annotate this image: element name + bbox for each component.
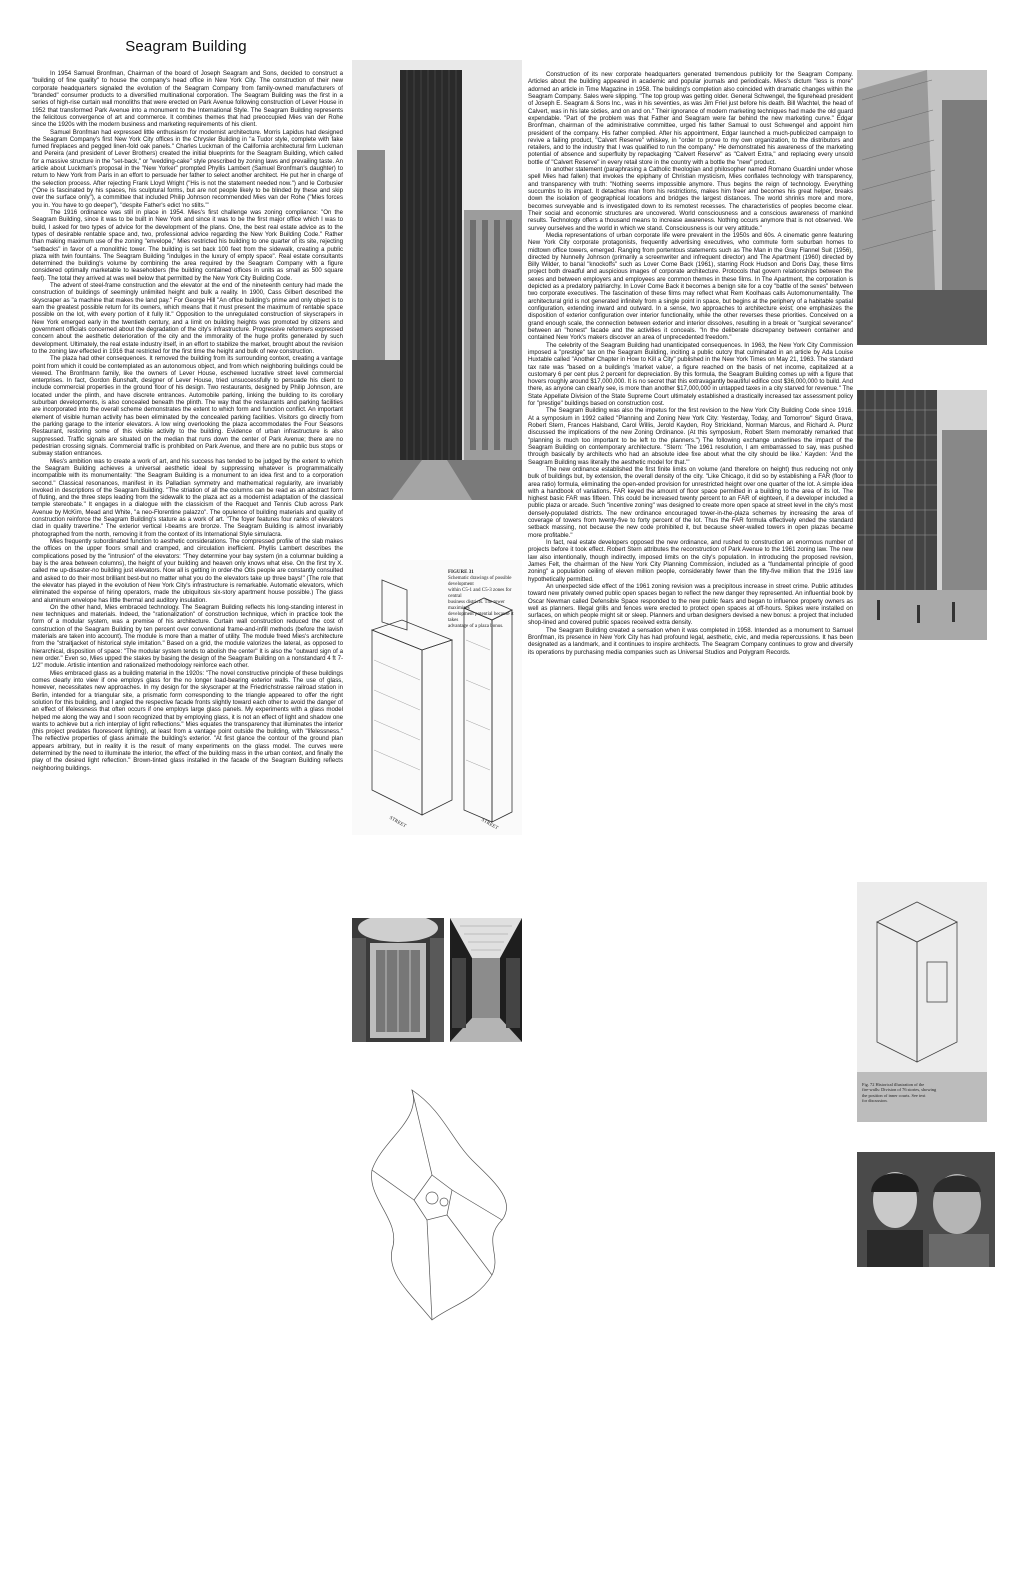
paragraph: An unexpected side effect of the 1961 zoning revision was a precipitous increase in street crime. Public attitudes toward new privately owned public open spaces began to reflect the new danger they represented. An influential book by Oscar Newman called Defensible Space responded to the new public fears and began to influence property owners as well as planners. Illegal grills and fences were erected to protect open spaces at off-hours. Spikes were installed on surfaces, on which people might sit or sleep. Planners and urban designers devised a new bonus: a project that included shop-lined and covered public spaces received extra density. — [528, 582, 853, 627]
caption-line: business districts. The tower maximizes — [448, 600, 505, 611]
sketch-caption — [862, 1082, 937, 1104]
caption-line: fire-walls: Division of 76 stories, showing — [862, 1087, 937, 1093]
caption-line: within C5-1 and C5-3 zones for central — [448, 588, 512, 599]
paragraph: The Seagram Building was also the impetus for the first revision to the New York City Building Code since 1916. At a symposium in 1992 called "Planning and Zoning New York City: Yesterday, Today, and Tomorrow" Sigurd Grava, Robert Stern, Frances Halsband, Carol Willis, Jerold Kayden, Roy Strickland, Norman Marcus, and Richard A. Plunz discussed the implications of the new Zoning Ordinance. (At this symposium, Robert Stern memorably remarked that "planning is much too important to be left to the planners.") The following exchange underlines the impact of the Seagram Building on contemporary architecture. "Stern: 'The 1961 resolution, I am embarrassed to say, was pushed through basically by architects who had an absolute idee fixe about what the city should be like.' Kayden: 'And the Seagram Building was literally the aesthetic model for that.'" — [528, 407, 853, 466]
street-label: STREET — [480, 817, 499, 832]
paragraph: Mies frequently subordinated function to aesthetic considerations. The compressed profile of the slab makes the offices on the upper floors small and cramped, and circulation inefficient. Phyllis Lambert describes the complications posed by the "intrusion" of the elevators: "They determine your bay system (in a columnar building a bay is the area between columns), the height of your building and heaven only knows what else. On the first try X. called me up-disaster-no building just elevators. Now all is getting in order-the Otis people are constantly consulted and asked to do their most brilliant best-but no matter what you do the elevators take up three bays!" (The role that the elevator has played in the evolution of New York City's infrastructure is remarkable. Automatic elevators, which eliminated the expense of hiring operators, made the ubiquitous six-story apartment house possible.) The glass and aluminum envelope has little thermal and auditory insulation. — [32, 538, 343, 604]
paragraph: Media representations of urban corporate life were prevalent in the 1950s and 60s. A cinematic genre featuring New York City corporate protagonists, frequently advertising executives, who commute form suburban homes to midtown office towers, emerged. Ranging from portentous statements such as The Man in the Gray Flannel Suit (1956), directed by Nunnelly Johnson (primarily a screenwriter and infrequent director) and The Apartment (1960) directed by Billy Wilder, to banal "knockoffs" such as Lover Come Back (1961), starring Rock Hudson and Doris Day, these films project both dreadful and auspicious images of corporate architecture. Protocols that govern relationships between the sexes and between employers and employees are common themes in these films. In The Apartment, the corporation is depicted as a predatory patriarchy. In Lover Come Back it becomes a benign site for a coy "battle of the sexes" between two corporate executives. The fascination of these films may reflect what Rem Koolhaas calls Automonumentality. The architectural grid is not generated infinitely from a single point in space, but begins at the periphery of a habitable spatial configuration, extending inward and outward. In a sense, two approaches to architecture exist; one emphasizes the disposition of exterior configuration over interior functionality, while the other reverses these priorities. Conceived on a grand enough scale, the connection between exterior and interior dissolves, resulting in a break or "surgical severance" between an "honest" facade and the activities it conceals. "In the deliberate discrepancy between container and contained New York's makers discover an area of unprecedented freedom." — [528, 231, 853, 342]
lobby-elevators-photo — [352, 918, 444, 1042]
paragraph: In another statement (paraphrasing a Catholic theologian and philosopher named Romano Guardini under whose spell Mies had fallen) that invokes the epiphany of Christian mysticism, Mies conflates technology with transparency, and transparency with truth: "Nothing seems impossible anymore. Thus begins the reign of technology. Everything succumbs to its impact. It detaches man from his restrictions, makes him freer and becomes his great helper, breaks down the isolation of geographical locations and bridges the largest distances. The world shrinks more and more, becomes surveyable and is investigated down to its remotest recesses. The characteristics of peoples become clear. Their social and economic structures are uncovered. World consciousness and a conscious awareness of mankind results. Technology offers a thousand means to increase awareness. Nothing occurs anymore that is not observed. We survey ourselves and the world in which we stand. Consciousness is our very attitude." — [528, 166, 853, 232]
film-still-photo — [857, 1152, 995, 1267]
paragraph: The Seagram Building created a sensation when it was completed in 1958. Intended as a monument to Samuel Bronfman, its presence in New York City has had profound legal, aesthetic, civic, and media repercussions. It has been designated as a landmark, and it continues to inspire architects. The Seagram Company continues to grow and diversify its operations by purchasing media companies such as Universal Studios and Polygram Records. — [528, 626, 853, 656]
glass-skyscraper-plan — [352, 1080, 522, 1330]
paragraph: In 1954 Samuel Bronfman, Chairman of the board of Joseph Seagram and Sons, decided to construct a "building of fine quality" to house the company's head office in New York City. The construction of their new corporate headquarters signaled the evolution of the Seagram Company from family-owned manufacturers of "branded" consumer products to a diversified multinational corporation. The Seagram Building was the first in a series of high-rise curtain wall monoliths that were erected on Park Avenue following construction of Lever House in 1952 that transformed Park Avenue into a monument to the International Style. The Seagram Building represents the felicitous convergence of art and commerce. It combines themes that had preoccupied Mies van der Rohe since the 1920s with the modern business and marketing requirements of his client. — [32, 70, 343, 129]
paragraph: The plaza had other consequences. It removed the building from its surrounding context, creating a vantage point from which it could be contemplated as an autonomous object, and from which neighboring buildings could be viewed. The Bronfmann family, like the owners of Lever House, eschewed lucrative street level commercial enterprises. In fact, Gordon Bunshaft, designer of Lever House, tried unsuccessfully to persuade his client to include commercial properties in the ground floor of his design. Two restaurants, designed by Philip Johnson, are located under the plinth, and have discrete entrances. Automobile parking, linking the building to its corollary suburban developments, is also concealed beneath the plinth. The way that the restaurants and parking facilities are incorporated into the overall scheme demonstrates the extent to which form and function conflict. An important element of visible human activity has been eliminated by the concealed parking facilities. Visitors go directly from the parking garage to the interior elevators. A low wing overlooking the plaza accommodates the Four Seasons Restaurant, restoring some of this visible activity to the building. Evidence of urban infrastructure is also suppressed. Traffic signals are situated on the median that runs down the center of Park Avenue; there are no pedestrian crossing signals. Commercial traffic is prohibited on Park Avenue, and there are no public bus stops or subway station entrances. — [32, 355, 343, 458]
figure-label: FIGURE 31 — [448, 570, 474, 575]
caption-line: advantage of a plaza bonus. — [448, 624, 504, 629]
caption-line: Fig. 72 Historical illustration of the — [862, 1082, 925, 1087]
page-title: Seagram Building — [125, 38, 247, 55]
caption-line: the position of inner courts. See text — [862, 1092, 926, 1098]
paragraph: In fact, real estate developers opposed the new ordinance, and rushed to construction an enormous number of projects before it took effect. Robert Stern attributes the reconstruction of Park Avenue to the 1961 zoning law. The new law also intentionally, though indirectly, imposed limits on the city's population. In introducing the proposed revision, James Felt, the chairman of the New York City Planning Commission, included as a "fundamental principle of good zoning" a population ceiling of eleven million people, considerably fewer than the fifty-five million that the 1916 law hypothetically permitted. — [528, 539, 853, 583]
paragraph: The advent of steel-frame construction and the elevator at the end of the nineteenth century had made the construction of buildings of seemingly unlimited height and bulk a reality. In 1900, Cass Gilbert described the skyscraper as "a machine that makes the land pay." For George Hill "An office building's prime and only object is to earn the greatest possible return for its owners, which means that it must present the maximum of rentable space possible on the lot, with every portion of it fully lit." Opposition to the unregulated construction of skyscrapers in New York emerged early in the twentieth century, and a limit on building heights was promoted by citizens and government officials concerned about the degradation of the city's infrastructure. Progressive reformers expressed concern about the aesthetic deterioration of the city and the immorality of the huge profits generated by such development. Ultimately, the real estate industry itself, in an effort to stabilize the market, brought about the revision to the zoning law effected in 1916 that restricted for the first time the height and bulk of new construction. — [32, 282, 343, 355]
paragraph: Mies embraced glass as a building material in the 1920s: "The novel constructive principle of these buildings comes clearly into view if one employs glass for the no longer load-bearing exterior walls. The use of glass, however, necessitates new approaches. In my design for the skyscraper at the Friedrichstrasse railroad station in Berlin, intended for a triangular site, a prismatic form corresponding to the triangle appeared to offer the right solution for this building, and I angled the respective facade fronts slightly toward each other to avoid the danger of an effect of lifelessness that often occurs if one employs large glass panels. My experiments with a glass model helped me along the way and I soon recognized that by employing glass, it is not an effect of light and shadow one wants to achieve but a rich interplay of light reflections." Mies equates the transparency that illuminates the interior (this project predates fluorescent lighting), at least from a vantage point outside the building, with "lifelessness." The reflective properties of glass animate the building's exterior. "At first glance the contour of the ground plan appears arbitrary, but in reality it is the result of many experiments on the glass model. The curves were determined by the need to illuminate the interior, the effect of the building mass in the urban context, and finally the play of the desired light reflection." Brown-tinted glass installed in the facade of the Seagram Building reflects neighboring buildings. — [32, 669, 343, 772]
paragraph: The new ordinance established the first finite limits on volume (and therefore on height) thus reducing not only bulk of buildings but, by extension, the overall density of the city. "Like Chicago, it did so by establishing a FAR (floor to area ratio) formula, eliminating the open-ended provision for unrestricted height over one quarter of the lot. A simple idea with a handbook of variations, FAR keyed the amount of floor space permitted in a building to the area of its lot. The highest basic FAR was fifteen. This could be increased twenty percent to an FAR of eighteen, if a developer included a public plaza or arcade. Such "incentive zoning" was designed to create more open space at street level in the city's most densely-populated districts. The new ordinance encouraged tower-in-the-plaza schemes by increasing the area of coverage of towers from twenty-five to forty percent of the lot. Thus the FAR formula effectively ended the standard setback massing, not because the new code prohibited it, but because sheer-walled towers in open plazas became more profitable." — [528, 465, 853, 539]
elevator-corridor-photo — [450, 918, 522, 1042]
glass-towers-street-photo — [857, 70, 987, 345]
left-text-column — [32, 70, 343, 1550]
paragraph: The celebrity of the Seagram Building had unanticipated consequences. In 1963, the New York City Commission imposed a "prestige" tax on the Seagram Building, inciting a public outcry that culminated in an article by Ada Louise Huxtable called "Another Chapter in How to Kill a City" published in the New York Times on May 21, 1963. The standard tax rate was "based on a building's 'market value', a figure reached on the basis of net income, capitalized at a customary 6 per cent plus 2 percent for depreciation. By this formula, the Seagram Building comes up with a figure that hovers roughly around $17,000,000. It is no secret that this extravagantly beautiful edifice cost $36,000,000 to build. And there, as anyone can clearly see, is more than another $17,000,000 in untapped taxes in a city starved for revenue." The State Appellate Division of the State Supreme Court ultimately established a drastically increased tax assessment policy for "prestige" buildings based on construction cost. — [528, 341, 853, 408]
plaza-buildings-photo — [857, 390, 987, 640]
zoning-caption — [448, 570, 520, 630]
paragraph: The 1916 ordinance was still in place in 1954. Mies's first challenge was zoning compliance: "On the Seagram Building, since it was to be built in New York and since it was to be the first major office which I was to build, I asked for two types of advice for the development of the plans. One, the best real estate advice as to the types of desirable rentable space and, two, professional advice regarding the New York Building Code." Rather than making maximum use of the zoning "envelope," Mies restricted his building to one quarter of its site, rejecting "setbacks" in favor of a monolithic tower. The building is set back 100 feet from the sidewalk, creating a public plaza with twin fountains. The Seagram Building "indulges in the luxury of empty space". Real estate consultants determined the building's volume by combining the area required by the Seagram Company with a figure considered optimally marketable to leaseholders (the building contained offices in units as small as 500 square feet). The total they arrived at was well below that permitted by the New York City Building Code. — [32, 208, 343, 282]
paragraph: Construction of its new corporate headquarters generated tremendous publicity for the Seagram Company. Articles about the building appeared in academic and popular journals and periodicals. Mies's dictum "less is more" adorned an article in Time Magazine in 1958. The building's completion also coincided with dramatic changes within the Seagram Company. Sales were slipping. "The top group was getting older. General Schwengel, the figurehead president of Joseph E. Seagram & Sons Inc., was in his seventies, as was Jim Friel just before his death. Bill Wachtel, the head of Calvert, was in his late sixties, and on and on." Their ignorance of modern marketing techniques had made the old guard expendable. "Part of the problem was that Father and Seagram were far behind the new marketing curve." Edgar Bronfman, chairman of the administrative committee, urged his father Samual to oust Schwengel and appoint him president of the company. His father complied. After his appointment, Edgar launched a much-publicized campaign to revive a failing product, "Calvert Reserve" whiskey, in "order to prove to my own organization, to the distributors and retailers, and to the industry that I was qualified to run the company." He demonstrated his awareness of the marketing potential of absence and superfluity by repackaging "Calvert Reserve" as "Calvert Extra," and replacing every unsold bottle of "Calvert Reserve" in every retail store in the country with a bottle the "new" product. — [528, 71, 853, 166]
street-label: STREET — [388, 815, 407, 830]
caption-line: Schematic drawings of possible development — [448, 576, 512, 587]
seagram-tower-photo — [352, 60, 522, 500]
paragraph: Samuel Bronfman had expressed little enthusiasm for modernist architecture. Morris Lapidus had designed the Seagram Company's first New York City offices in the Chrysler Building in "a Tudor style, complete with fake fumed fireplaces and pegged linen-fold oak panels." Charles Luckman of the California architectural firm Luckman and Pereira (and president of Lever Brothers) created the initial blueprints for the Seagram Building, which called for a massive structure in the "set-back," or "wedding-cake" style prescribed by zoning laws and prevailing taste. An article about Luckman's proposal in the "New Yorker" prompted Phyllis Lambert (Samuel Bronfman's daughter) to return to New York from Paris in an effort to persuade her father to select another architect. He put her in charge of the selection process. After rejecting Frank Lloyd Wright ("His is not the statement needed now.") and le Corbusier ("One is fascinated by his spaces, his sculptural forms, but are not people likely to be blinded by these and skip over the surface only"), a committee that included Philip Johnson recommended Mies van der Rohe ("Mies forces you in. You have to go deeper"), "despite Father's edict 'no stilts.'" — [32, 128, 343, 209]
paragraph: On the other hand, Mies embraced technology. The Seagram Building reflects his long-standing interest in new techniques and materials. Indeed, the "rationalization" of construction technique, which in practice took the form of a modular system, was a premise of his architecture. Curtain wall construction reduced the cost of construction of the Seagram Building by ten percent over conventional frame-and-infill methods (before the lavish materials are taken into account). The module is more than a matter of utility. The module freed Mies's architecture from the "straitjacket of historical style imitation." Based on a grid, the module valorizes the lateral, as opposed to hierarchical, disposition of space: "The modular system tends to abolish the center" It is also the "outward sign of a new order." Even so, Mies upped the stakes by basing the design of the Seagram Building on a nonstandard 4 ft 7-1/2" module. Artistic intention and rationalized methodology reinforce each other. — [32, 603, 343, 670]
right-text-column — [528, 71, 853, 1071]
caption-line: for discussion. — [862, 1098, 888, 1104]
caption-line: development potential because it takes — [448, 612, 514, 623]
paragraph: Mies's ambition was to create a work of art, and his success has tended to be judged by the extent to which the Seagram Building achieves a universal aesthetic ideal by suppressing whatever is programmatically incompatible with its monumentality: "the Seagram Building is a monument to an idea first and to a corporation second." Classical resonances, manifest in its Palladian symmetry and mathematical regularity, are invariably invoked in descriptions of the Seagram Building. "The striation of all the columns can be read as an abstract form of fluting, and the three steps leading from the sidewalk to the plaza act as a modernist adaptation of the classical temple stereobate." It engages in a dialogue with the classicism of the Racquet and Tennis Club across Park Avenue by McKim, Mead and White, "a neo-Florentine palazzo". The opulence of building materials and quality of construction reinforce the Seagram Building's stature as a work of art. "The foyer features four ranks of elevators clad in quality travertine." The exterior vertical I-beams are bronze. The Seagram Building is almost invariably photographed from the north, removing it from the context of its International Style simulacra. — [32, 457, 343, 538]
